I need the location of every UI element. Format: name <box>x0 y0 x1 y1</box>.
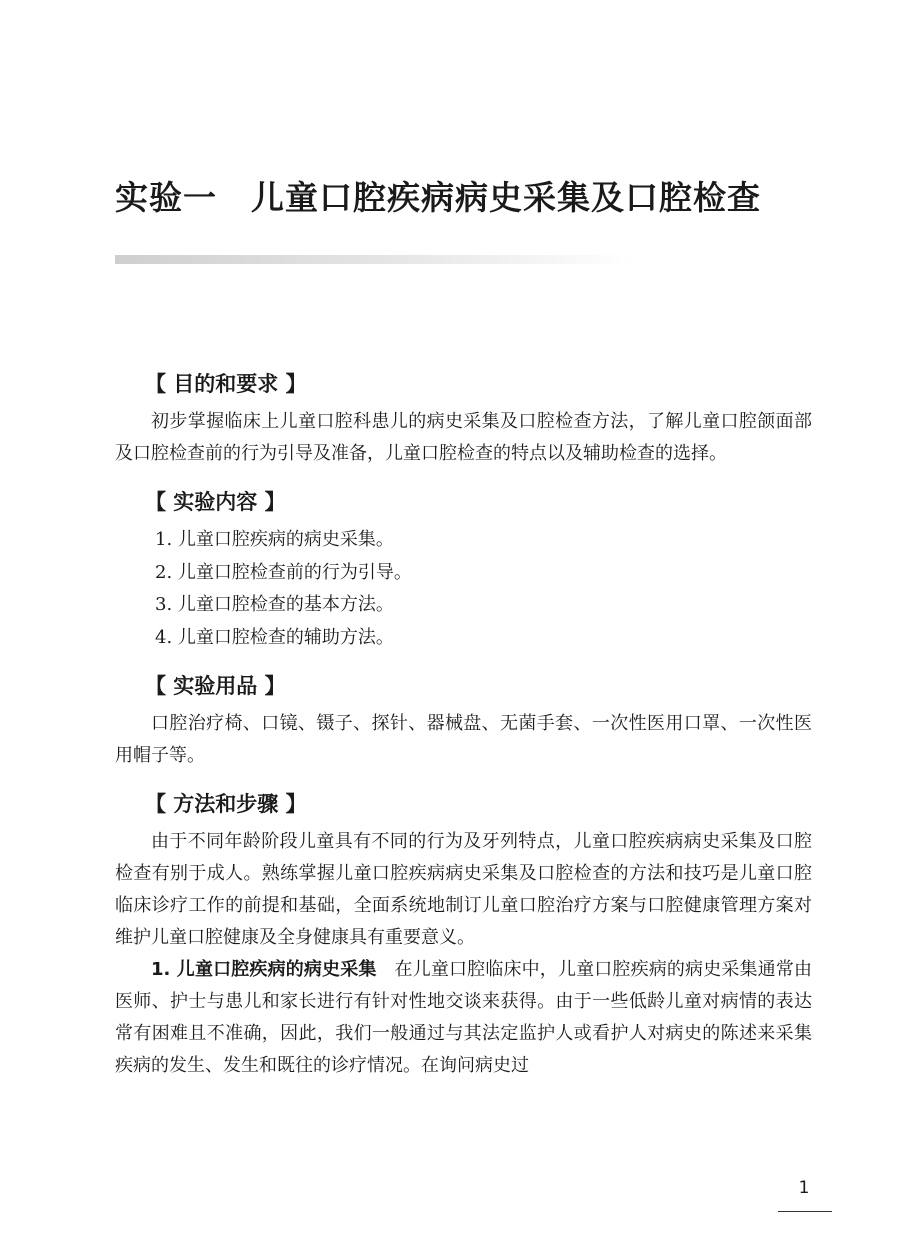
step1-paragraph <box>115 954 812 1082</box>
content-heading: 【 实验内容 】 <box>145 490 286 514</box>
page-number: 1 <box>798 1178 810 1198</box>
supplies-paragraph: 口腔治疗椅、口镜、镊子、探针、器械盘、无菌手套、一次性医用口罩、一次性医用帽子等。 <box>115 713 812 766</box>
content-list <box>115 524 812 654</box>
list-item: 2. 儿童口腔检查前的行为引导。 <box>155 561 412 583</box>
list-item: 1. 儿童口腔疾病的病史采集。 <box>155 529 394 550</box>
methods-intro-paragraph: 由于不同年龄阶段儿童具有不同的行为及牙列特点，儿童口腔疾病病史采集及口腔检查有别于成人。熟练掌握儿童口腔疾病病史采集及口腔检查的方法和技巧是儿童口腔临床诊疗工作的前提和基础，全面系统地制订儿童口腔治疗方案与口腔健康管理方案对维护儿童口腔健康及全身健康具有重要意义。 <box>115 831 812 948</box>
purpose-heading: 【 目的和要求 】 <box>145 372 307 396</box>
step1-title: 1. 儿童口腔疾病的病史采集 <box>151 959 377 980</box>
title-underline-bar <box>115 255 635 264</box>
page-number-rule <box>778 1211 832 1212</box>
page-body <box>115 362 812 1082</box>
list-item: 4. 儿童口腔检查的辅助方法。 <box>155 626 394 648</box>
chapter-title-text: 儿童口腔疾病病史采集及口腔检查 <box>251 178 761 217</box>
supplies-heading: 【 实验用品 】 <box>145 674 286 698</box>
chapter-label: 实验一 <box>115 178 217 217</box>
chapter-title <box>115 172 761 219</box>
methods-heading: 【 方法和步骤 】 <box>145 792 307 816</box>
step1-body: 在儿童口腔临床中，儿童口腔疾病的病史采集通常由医师、护士与患儿和家长进行有针对性地交谈来获得。由于一些低龄儿童对病情的表达常有困难且不准确，因此，我们一般通过与其法定监护人或看护人对病史的陈述来采集疾病的发生、发生和既往的诊疗情况。在询问病史过 <box>115 959 812 1076</box>
list-item: 3. 儿童口腔检查的基本方法。 <box>155 594 394 615</box>
purpose-paragraph: 初步掌握临床上儿童口腔科患儿的病史采集及口腔检查方法，了解儿童口腔颌面部及口腔检查前的行为引导及准备，儿童口腔检查的特点以及辅助检查的选择。 <box>115 411 812 464</box>
